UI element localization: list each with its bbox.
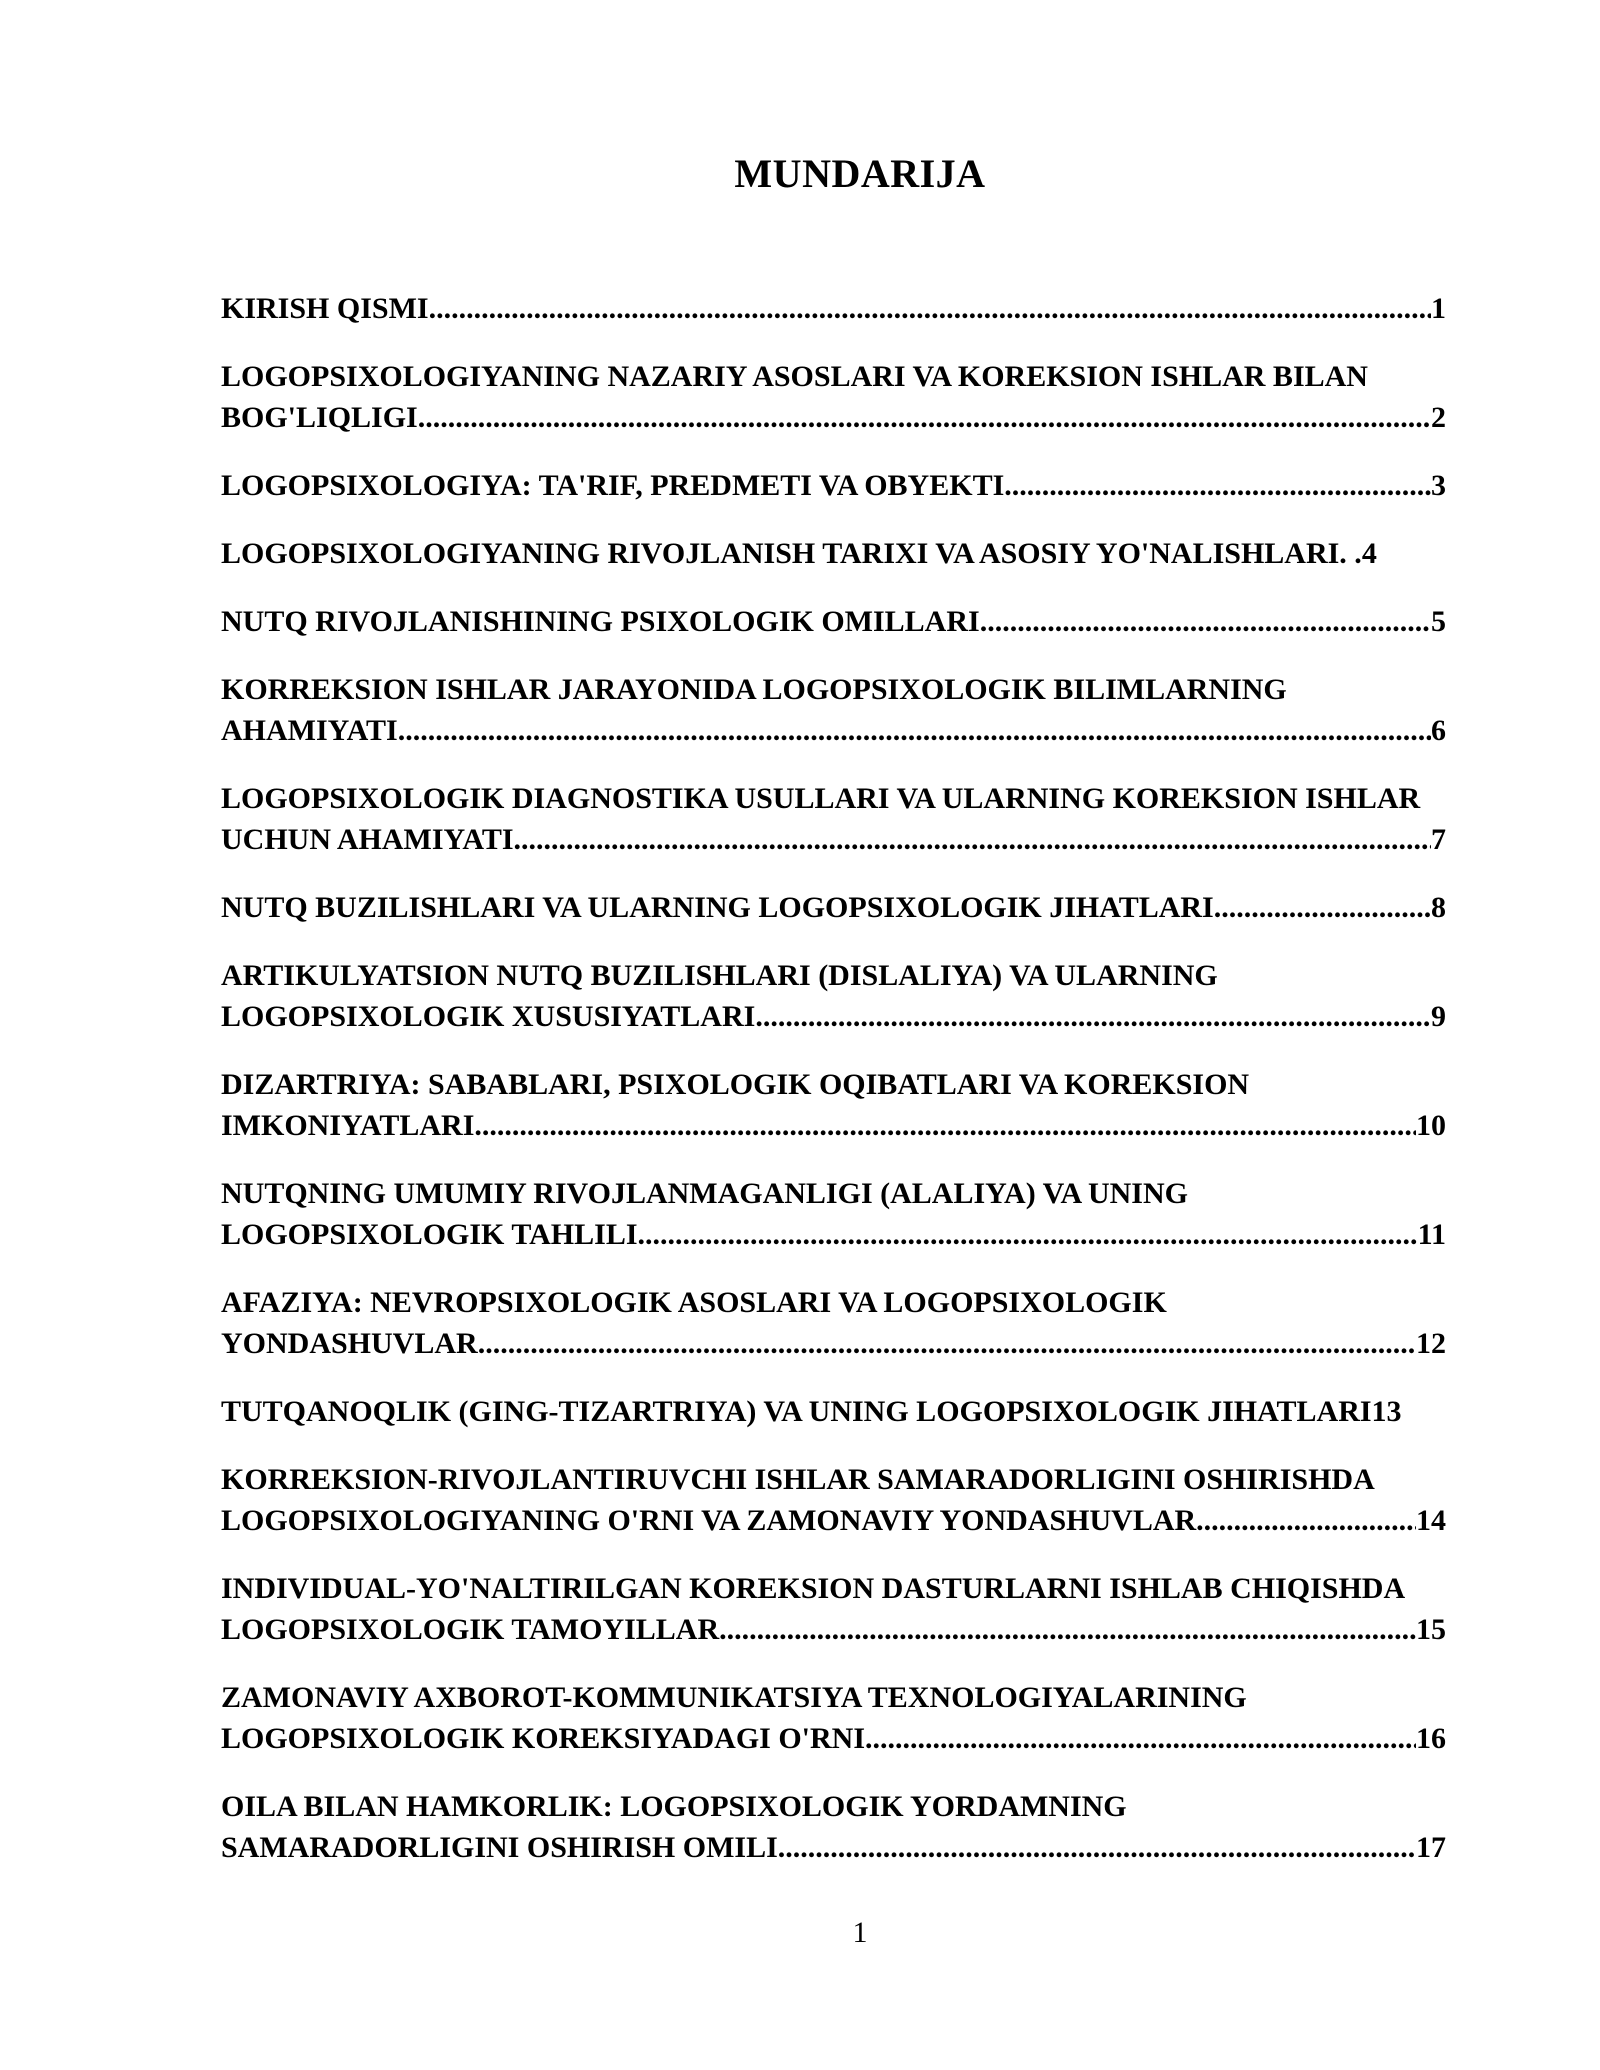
toc-page-number: 14 bbox=[1416, 1504, 1446, 1537]
toc-page-number: 9 bbox=[1431, 1000, 1446, 1033]
toc-entry-title-line2: LOGOPSIXOLOGIK TAMOYILLAR bbox=[221, 1613, 720, 1646]
dot-leader bbox=[865, 1718, 1416, 1759]
toc-page-number: 7 bbox=[1431, 823, 1446, 856]
toc-entry-title: TUTQANOQLIK (GING-TIZARTRIYA) VA UNING LOGOPSIXOLOGIK JIHATLARI bbox=[221, 1395, 1372, 1428]
toc-entry-title: NUTQ RIVOJLANISHINING PSIXOLOGIK OMILLARI bbox=[221, 605, 980, 638]
page-title: MUNDARIJA bbox=[734, 151, 986, 196]
toc-entry-line bbox=[221, 1500, 1446, 1541]
dot-leader bbox=[478, 1323, 1416, 1364]
toc-entry-title-line1: ARTIKULYATSION NUTQ BUZILISHLARI (DISLALIYA) VA ULARNING bbox=[221, 959, 1218, 992]
dot-leader bbox=[398, 710, 1431, 751]
toc-page-number: 15 bbox=[1416, 1613, 1446, 1646]
toc-entry[interactable] bbox=[221, 1282, 1446, 1364]
toc-entry-title-line2: IMKONIYATLARI bbox=[221, 1109, 475, 1142]
dot-leader bbox=[1214, 887, 1431, 928]
toc-entry-title-line1: LOGOPSIXOLOGIK DIAGNOSTIKA USULLARI VA ULARNING KOREKSION ISHLAR bbox=[221, 782, 1421, 815]
toc-page-number: 2 bbox=[1431, 401, 1446, 434]
toc-entry[interactable] bbox=[221, 601, 1446, 642]
dot-leader bbox=[429, 288, 1431, 329]
toc-entry-title-line1: DIZARTRIYA: SABABLARI, PSIXOLOGIK OQIBATLARI VA KOREKSION bbox=[221, 1068, 1250, 1101]
toc-entry-title-line1: KORREKSION-RIVOJLANTIRUVCHI ISHLAR SAMARADORLIGINI OSHIRISHDA bbox=[221, 1463, 1375, 1496]
toc-entry-line bbox=[221, 887, 1446, 928]
toc-entry-title-line2: AHAMIYATI bbox=[221, 714, 398, 747]
toc-entry-line bbox=[221, 710, 1446, 751]
toc-entry-line bbox=[221, 1214, 1446, 1255]
toc-page-number: 13 bbox=[1371, 1395, 1402, 1428]
toc-entry-title: LOGOPSIXOLOGIYANING RIVOJLANISH TARIXI VA ASOSIY YO'NALISHLARI. . bbox=[221, 537, 1362, 570]
dot-leader bbox=[1004, 465, 1431, 506]
toc-entry[interactable] bbox=[221, 533, 1446, 574]
toc-entry[interactable] bbox=[221, 1391, 1446, 1432]
toc-entry[interactable] bbox=[221, 669, 1446, 751]
toc-entry-title-line1: INDIVIDUAL-YO'NALTIRILGAN KOREKSION DASTURLARNI ISHLAB CHIQISHDA bbox=[221, 1572, 1406, 1605]
dot-leader bbox=[755, 996, 1431, 1037]
toc-entry-title-line2: BOG'LIQLIGI bbox=[221, 401, 418, 434]
page-footer-number: 1 bbox=[852, 1916, 868, 1949]
toc-entry[interactable] bbox=[221, 1677, 1446, 1759]
toc-entry-title-line2: LOGOPSIXOLOGIK XUSUSIYATLARI bbox=[221, 1000, 756, 1033]
toc-entry-title: LOGOPSIXOLOGIYA: TA'RIF, PREDMETI VA OBYEKTI bbox=[221, 469, 1005, 502]
toc-page-number: 6 bbox=[1431, 714, 1446, 747]
toc-entry-title: NUTQ BUZILISHLARI VA ULARNING LOGOPSIXOLOGIK JIHATLARI bbox=[221, 891, 1214, 924]
dot-leader bbox=[474, 1105, 1416, 1146]
toc-page-number: 8 bbox=[1431, 891, 1446, 924]
dot-leader bbox=[980, 601, 1431, 642]
toc-entry-title-line2: LOGOPSIXOLOGIK KOREKSIYADAGI O'RNI bbox=[221, 1722, 866, 1755]
table-of-contents bbox=[221, 288, 1446, 1895]
toc-entry-line bbox=[221, 288, 1446, 329]
toc-entry-title-line2: LOGOPSIXOLOGIK TAHLILI bbox=[221, 1218, 638, 1251]
toc-entry[interactable] bbox=[221, 1173, 1446, 1255]
dot-leader bbox=[719, 1609, 1416, 1650]
toc-entry-line bbox=[221, 533, 1446, 574]
toc-entry-title-line1: AFAZIYA: NEVROPSIXOLOGIK ASOSLARI VA LOGOPSIXOLOGIK bbox=[221, 1286, 1167, 1319]
dot-leader bbox=[778, 1827, 1416, 1868]
dot-leader bbox=[514, 819, 1431, 860]
dot-leader bbox=[418, 397, 1431, 438]
toc-entry[interactable] bbox=[221, 887, 1446, 928]
toc-entry-line bbox=[221, 1323, 1446, 1364]
toc-entry-title-line1: OILA BILAN HAMKORLIK: LOGOPSIXOLOGIK YORDAMNING bbox=[221, 1790, 1127, 1823]
toc-entry[interactable] bbox=[221, 1568, 1446, 1650]
toc-page-number: 5 bbox=[1431, 605, 1446, 638]
toc-entry-title-line1: LOGOPSIXOLOGIYANING NAZARIY ASOSLARI VA KOREKSION ISHLAR BILAN bbox=[221, 360, 1368, 393]
toc-entry-line bbox=[221, 1609, 1446, 1650]
toc-entry-line bbox=[221, 1718, 1446, 1759]
dot-leader bbox=[638, 1214, 1418, 1255]
toc-entry-line bbox=[221, 1391, 1446, 1432]
toc-entry-title-line2: YONDASHUVLAR bbox=[221, 1327, 478, 1360]
toc-page-number: 11 bbox=[1417, 1218, 1446, 1251]
dot-leader bbox=[1196, 1500, 1416, 1541]
toc-entry-line bbox=[221, 465, 1446, 506]
toc-entry-title-line2: LOGOPSIXOLOGIYANING O'RNI VA ZAMONAVIY YONDASHUVLAR bbox=[221, 1504, 1197, 1537]
toc-entry[interactable] bbox=[221, 288, 1446, 329]
toc-entry[interactable] bbox=[221, 778, 1446, 860]
toc-page-number: 10 bbox=[1416, 1109, 1446, 1142]
toc-entry-line bbox=[221, 1105, 1446, 1146]
toc-entry-line bbox=[221, 819, 1446, 860]
toc-entry-line bbox=[221, 601, 1446, 642]
toc-entry-line bbox=[221, 397, 1446, 438]
toc-entry[interactable] bbox=[221, 356, 1446, 438]
toc-entry-title-line1: ZAMONAVIY AXBOROT-KOMMUNIKATSIYA TEXNOLOGIYALARINING bbox=[221, 1681, 1247, 1714]
toc-entry-line bbox=[221, 996, 1446, 1037]
toc-entry-title-line2: UCHUN AHAMIYATI bbox=[221, 823, 514, 856]
toc-entry[interactable] bbox=[221, 955, 1446, 1037]
toc-entry[interactable] bbox=[221, 465, 1446, 506]
toc-page-number: 12 bbox=[1416, 1327, 1446, 1360]
toc-page-number: 17 bbox=[1416, 1831, 1446, 1864]
toc-page-number: 4 bbox=[1361, 537, 1377, 570]
toc-entry-title-line2: SAMARADORLIGINI OSHIRISH OMILI bbox=[221, 1831, 778, 1864]
toc-entry-title-line1: NUTQNING UMUMIY RIVOJLANMAGANLIGI (ALALIYA) VA UNING bbox=[221, 1177, 1188, 1210]
toc-page-number: 3 bbox=[1431, 469, 1446, 502]
toc-page-number: 1 bbox=[1431, 292, 1446, 325]
toc-entry-title: KIRISH QISMI bbox=[221, 292, 429, 325]
toc-entry[interactable] bbox=[221, 1459, 1446, 1541]
toc-entry[interactable] bbox=[221, 1786, 1446, 1868]
toc-entry-title-line1: KORREKSION ISHLAR JARAYONIDA LOGOPSIXOLOGIK BILIMLARNING bbox=[221, 673, 1287, 706]
toc-entry[interactable] bbox=[221, 1064, 1446, 1146]
toc-entry-line bbox=[221, 1827, 1446, 1868]
toc-page-number: 16 bbox=[1416, 1722, 1446, 1755]
